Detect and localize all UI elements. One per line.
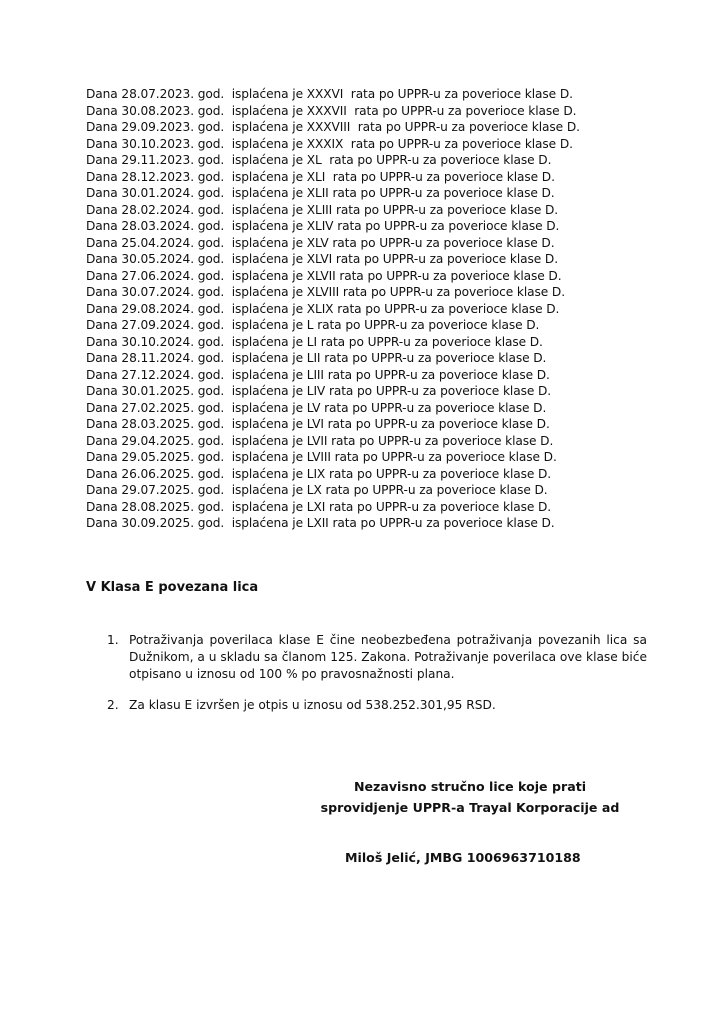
payment-line: Dana 27.09.2024. god. isplaćena je L rata po UPPR-u za poverioce klase D. <box>86 318 540 332</box>
list-item <box>107 697 647 714</box>
payment-line: Dana 29.11.2023. god. isplaćena je XL rata po UPPR-u za poverioce klase D. <box>86 153 552 167</box>
list-item-text: Potraživanja poverilaca klase E čine neobezbeđena potraživanja povezanih lica sa Dužnikom, a u skladu sa članom 125. Zakona. Potraživanje poverilaca ove klase biće otpisano u iznosu od 100 % po pravosnažnosti plana. <box>129 633 647 681</box>
payment-line: Dana 29.05.2025. god. isplaćena je LVIII rata po UPPR-u za poverioce klase D. <box>86 450 557 464</box>
payment-line: Dana 29.07.2025. god. isplaćena je LX rata po UPPR-u za poverioce klase D. <box>86 483 548 497</box>
signature-block <box>300 776 640 818</box>
payment-line: Dana 28.12.2023. god. isplaćena je XLI rata po UPPR-u za poverioce klase D. <box>86 169 555 184</box>
payment-line: Dana 27.06.2024. god. isplaćena je XLVII rata po UPPR-u za poverioce klase D. <box>86 268 562 283</box>
signer-name: Miloš Jelić, JMBG 1006963710188 <box>345 850 581 865</box>
list-item <box>107 632 647 682</box>
numbered-list <box>107 632 647 729</box>
payment-line: Dana 30.09.2025. god. isplaćena je LXII rata po UPPR-u za poverioce klase D. <box>86 516 555 530</box>
payment-line: Dana 28.02.2024. god. isplaćena je XLIII rata po UPPR-u za poverioce klase D. <box>86 202 559 217</box>
payment-list <box>86 86 686 532</box>
payment-line: Dana 28.03.2024. god. isplaćena je XLIV rata po UPPR-u za poverioce klase D. <box>86 219 560 233</box>
list-item-number: 2. <box>107 698 119 713</box>
list-item-number: 1. <box>107 633 119 647</box>
signature-title-line-1: Nezavisno stručno lice koje prati <box>353 779 587 794</box>
payment-line: Dana 26.06.2025. god. isplaćena je LIX rata po UPPR-u za poverioce klase D. <box>86 466 552 481</box>
payment-line: Dana 29.09.2023. god. isplaćena je XXXVIII rata po UPPR-u za poverioce klase D. <box>86 120 580 134</box>
payment-line: Dana 30.01.2025. god. isplaćena je LIV rata po UPPR-u za poverioce klase D. <box>86 384 552 398</box>
signature-title-line-2: sprovidjenje UPPR-a Trayal Korporacije ad <box>320 800 620 815</box>
payment-line: Dana 29.08.2024. god. isplaćena je XLIX rata po UPPR-u za poverioce klase D. <box>86 301 560 316</box>
payment-line: Dana 30.10.2023. god. isplaćena je XXXIX rata po UPPR-u za poverioce klase D. <box>86 136 573 151</box>
payment-line: Dana 30.05.2024. god. isplaćena je XLVI rata po UPPR-u za poverioce klase D. <box>86 252 558 266</box>
payment-line: Dana 25.04.2024. god. isplaćena je XLV rata po UPPR-u za poverioce klase D. <box>86 235 555 250</box>
payment-line: Dana 27.12.2024. god. isplaćena je LIII rata po UPPR-u za poverioce klase D. <box>86 367 550 382</box>
payment-line: Dana 27.02.2025. god. isplaćena je LV rata po UPPR-u za poverioce klase D. <box>86 400 547 415</box>
payment-line: Dana 30.10.2024. god. isplaćena je LI rata po UPPR-u za poverioce klase D. <box>86 334 543 349</box>
payment-line: Dana 28.03.2025. god. isplaćena je LVI rata po UPPR-u za poverioce klase D. <box>86 417 550 431</box>
payment-line: Dana 30.01.2024. god. isplaćena je XLII rata po UPPR-u za poverioce klase D. <box>86 186 555 200</box>
list-item-text: Za klasu E izvršen je otpis u iznosu od 538.252.301,95 RSD. <box>129 698 496 713</box>
payment-line: Dana 28.08.2025. god. isplaćena je LXI rata po UPPR-u za poverioce klase D. <box>86 499 552 514</box>
payment-line: Dana 30.08.2023. god. isplaćena je XXXVII rata po UPPR-u za poverioce klase D. <box>86 103 577 118</box>
payment-line: Dana 29.04.2025. god. isplaćena je LVII rata po UPPR-u za poverioce klase D. <box>86 433 554 448</box>
payment-line: Dana 28.11.2024. god. isplaćena je LII rata po UPPR-u za poverioce klase D. <box>86 351 547 365</box>
payment-line: Dana 28.07.2023. god. isplaćena je XXXVI rata po UPPR-u za poverioce klase D. <box>86 87 573 101</box>
payment-line: Dana 30.07.2024. god. isplaćena je XLVIII rata po UPPR-u za poverioce klase D. <box>86 285 565 299</box>
section-heading: V Klasa E povezana lica <box>86 580 259 595</box>
